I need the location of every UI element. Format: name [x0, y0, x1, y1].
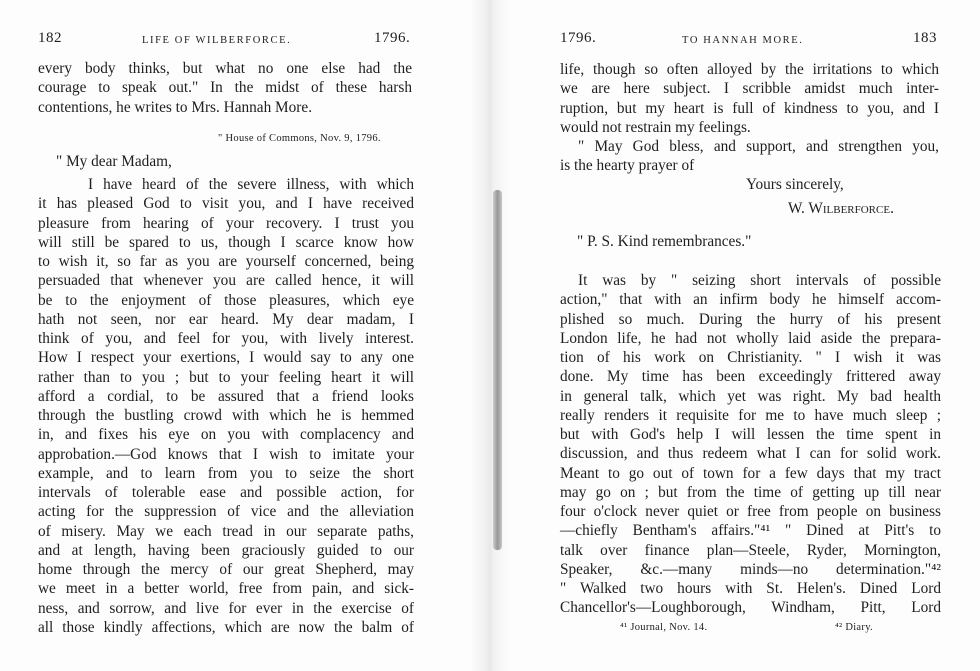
letter-blessing: [560, 137, 939, 176]
text-line: " Walked two hours with St. Helen's. Dined Lord: [560, 580, 941, 597]
text-line: pleasure from hearing of your recovery. I trust you: [38, 214, 414, 232]
text-line: acting for the suppression of vice and the alleviation: [38, 503, 414, 521]
text-line: ruption, but my heart is full of kindness to you, and I: [560, 99, 939, 117]
text-line: rather than to you ; but to your feeling heart it will: [38, 368, 414, 386]
right-page-number: 183: [913, 30, 937, 46]
text-line: contentions, he writes to Mrs. Hannah More.: [38, 98, 313, 116]
text-line: afford a cordial, to be assured that a friend looks: [38, 387, 414, 405]
text-line: in general talk, which yet was right. My bad health: [560, 387, 941, 405]
text-line: we meet in a better world, free from pain, and sick-: [38, 580, 414, 598]
text-line: but with God's help I will lessen the time spent in: [560, 426, 941, 443]
text-line: be to the enjoyment of those pleasures, which eye: [38, 291, 414, 309]
text-line: It was by " seizing short intervals of possible: [578, 272, 941, 289]
letter-signature: W. Wilberforce.: [788, 200, 894, 217]
text-line: really renders it requisite for me to have much sleep ;: [560, 406, 941, 424]
right-running-head: TO HANNAH MORE.: [682, 35, 804, 46]
text-line: we are here subject. I scribble amidst much inter-: [560, 80, 939, 98]
text-line: four o'clock never quiet or free from people on business: [560, 503, 941, 520]
text-line: example, and to learn from you to seize the short: [38, 464, 414, 482]
letter-salutation: " My dear Madam,: [56, 153, 172, 170]
text-line: persuaded that whenever you are called hence, it will: [38, 272, 414, 290]
text-line: of misery. May we each tread in our separate paths,: [38, 522, 414, 540]
text-line: to wish it, so far as you are yourself concerned, being: [38, 253, 414, 270]
left-year: 1796.: [374, 30, 411, 46]
text-line: is the hearty prayer of: [560, 157, 695, 175]
text-line: discussion, and thus redeem what I can for solid work.: [560, 445, 941, 463]
letter-closing: Yours sincerely,: [746, 176, 844, 193]
text-line: intervals of tolerable ease and possible action, for: [38, 484, 414, 501]
text-line: talk over finance plan—Steele, Ryder, Mornington,: [560, 541, 941, 559]
text-line: courage to speak out." In the midst of these harsh: [38, 79, 412, 97]
text-line: life, though so often alloyed by the irritations to which: [560, 61, 939, 78]
left-page-number: 182: [38, 30, 62, 46]
letter-end-paragraph: [560, 60, 939, 137]
text-line: in, and fixes his eye on you with complacency and: [38, 426, 414, 444]
left-intro-paragraph: [38, 59, 412, 117]
right-year: 1796.: [560, 30, 597, 46]
text-line: and at length, having been graciously guided to our: [38, 541, 414, 559]
text-line: I have heard of the severe illness, with which: [88, 176, 414, 193]
text-line: ness, and sorrow, and live for ever in the exercise of: [38, 599, 414, 617]
text-line: through the bustling crowd with which he is hemmed: [38, 407, 414, 424]
text-line: done. My time has been exceedingly frittered away: [560, 368, 941, 386]
text-line: home through the mercy of our great Shepherd, may: [38, 561, 414, 578]
text-line: —chiefly Bentham's affairs."⁴¹ " Dined at Pitt's to: [560, 522, 941, 540]
text-line: How I respect your exertions, I would say to any one: [38, 349, 414, 367]
text-line: Chancellor's—Loughborough, Windham, Pitt, Lord: [560, 599, 941, 617]
text-line: think of you, and feel for you, with lively interest.: [38, 330, 414, 347]
footnote-41: ⁴¹ Journal, Nov. 14.: [620, 622, 708, 633]
footnote-42: ⁴² Diary.: [835, 622, 873, 633]
text-line: Speaker, &c.—many minds—no determination."⁴²: [560, 560, 941, 578]
text-line: plished so much. During the hurry of his present: [560, 310, 941, 328]
letter-body: [38, 175, 414, 637]
text-line: " May God bless, and support, and strengthen you,: [578, 138, 939, 155]
text-line: all those kindly affections, which are now the balm of: [38, 618, 414, 636]
text-line: every body thinks, but what no one else had the: [38, 60, 412, 77]
left-running-head: LIFE OF WILBERFORCE.: [142, 35, 292, 46]
text-line: may go on ; but from the time of getting up till near: [560, 483, 941, 501]
text-line: tion of his work on Christianity. " I wish it was: [560, 349, 941, 366]
left-page: [0, 0, 470, 671]
text-line: action," that with an infirm body he himself accom-: [560, 291, 941, 309]
letter-dateline: " House of Commons, Nov. 9, 1796.: [218, 133, 381, 144]
text-line: will still be spared to us, though I scarce know how: [38, 233, 414, 251]
binding-shadow: [493, 190, 502, 550]
book-gutter: [470, 0, 510, 671]
text-line: London life, he had not wholly laid aside the prepara-: [560, 329, 941, 347]
text-line: it has pleased God to visit you, and I have received: [38, 195, 414, 213]
text-line: hath not seen, nor ear heard. My dear madam, I: [38, 310, 414, 328]
narrative-paragraph: [560, 271, 941, 618]
text-line: would not restrain my feelings.: [560, 118, 751, 136]
text-line: Meant to go out of town for a few days that my tract: [560, 464, 941, 482]
letter-postscript: " P. S. Kind remembrances.": [577, 233, 752, 250]
text-line: approbation.—God knows that I wish to imitate your: [38, 445, 414, 463]
right-page: [510, 0, 980, 671]
